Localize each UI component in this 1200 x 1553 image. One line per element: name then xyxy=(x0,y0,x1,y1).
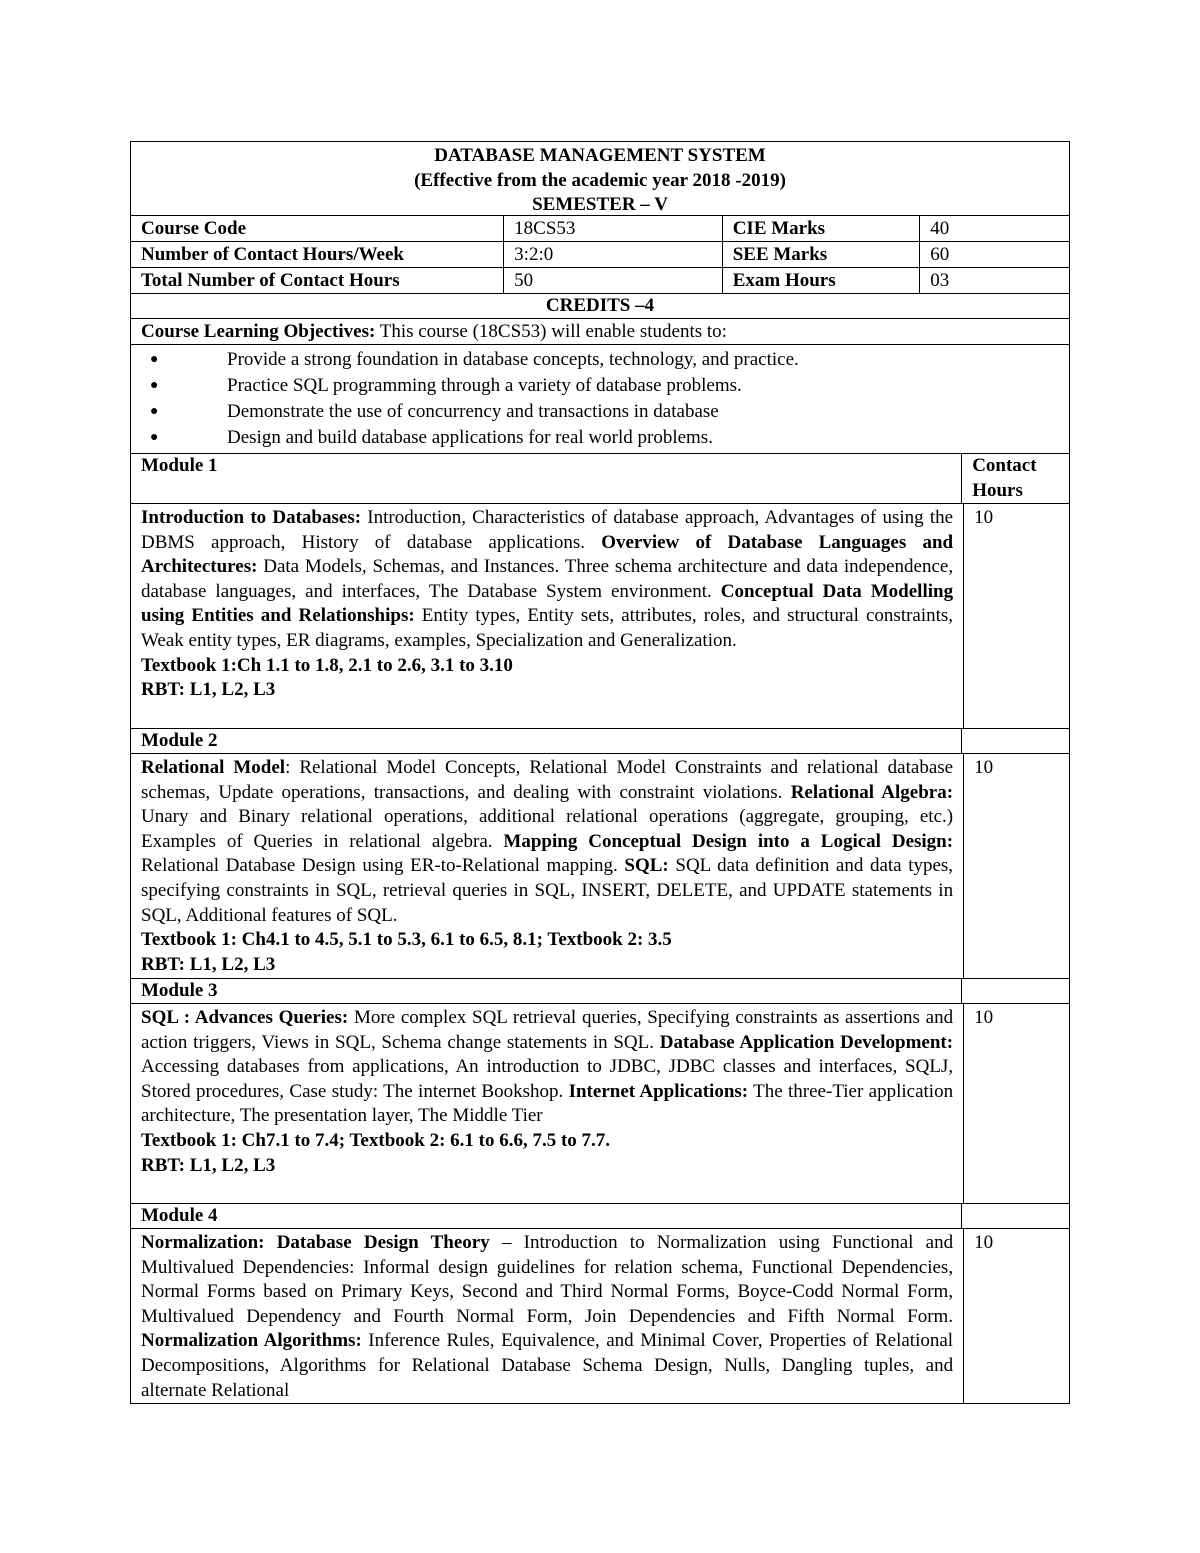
topic-heading: Relational Algebra: xyxy=(790,781,954,803)
info-value: 18CS53 xyxy=(503,216,722,241)
topic-text: – Introduction to Normalization using Functional and Multivalued Dependencies: Informal design guidelines for relation schema, Functional Dependencies, Normal Forms based on Primary Keys, Second and Third Normal Forms, Boyce-Codd Normal Form, Multivalued Dependency and Fourth Normal Form, Join Dependencies and Fifth Normal Form. xyxy=(141,1232,954,1327)
info-label: Total Number of Contact Hours xyxy=(141,270,400,291)
info-label: Course Code xyxy=(141,218,247,239)
topic-heading: Database Application Development: xyxy=(659,1031,954,1053)
syllabus-table xyxy=(130,141,1070,1404)
topic-text: Data Models, Schemas, and Instances. Three schema architecture and data independence, database languages, and interfaces, The Database System environment. xyxy=(141,556,954,602)
module-hours: 10 xyxy=(963,1004,1069,1203)
module-1-header-row xyxy=(131,453,1069,503)
module-2-body-row xyxy=(131,753,1069,978)
objectives-intro: This course (18CS53) will enable students to: xyxy=(375,321,727,342)
module-hours: 10 xyxy=(963,1229,1069,1403)
topic-heading: Normalization Algorithms: xyxy=(141,1330,362,1352)
topic-text: Introduction, Characteristics of database approach, Advantages of using the DBMS approach, History of database applications. xyxy=(141,507,954,553)
bullet-icon: ● xyxy=(150,352,159,367)
bullet-icon: ● xyxy=(150,378,159,393)
topic-text: SQL data definition and data types, specifying constraints in SQL, retrieval queries in SQL, INSERT, DELETE, and UPDATE statements in SQL, Additional features of SQL. xyxy=(141,855,954,926)
module-content xyxy=(131,1229,963,1403)
rbt-levels: RBT: L1, L2, L3 xyxy=(141,953,276,975)
info-label: Number of Contact Hours/Week xyxy=(141,244,404,265)
module-content xyxy=(131,754,963,978)
list-item xyxy=(141,425,1069,451)
module-3-body-row xyxy=(131,1003,1069,1203)
objectives-box xyxy=(131,345,1069,453)
topic-heading: SQL : Advances Queries: xyxy=(141,1007,349,1028)
semester: SEMESTER – V xyxy=(532,194,668,216)
module-content xyxy=(131,1004,963,1203)
info-value: 40 xyxy=(919,216,1069,241)
topic-text: The three-Tier application architecture, The presentation layer, The Middle Tier xyxy=(141,1080,954,1127)
topic-heading: Relational Model xyxy=(141,757,286,778)
empty-cell xyxy=(961,1204,1069,1228)
module-name: Module 4 xyxy=(141,1205,218,1226)
info-value: 3:2:0 xyxy=(503,242,722,267)
module-3-header-row xyxy=(131,978,1069,1003)
module-name: Module 1 xyxy=(141,455,218,476)
topic-text: Entity types, Entity sets, attributes, roles, and structural constraints, Weak entity types, ER diagrams, examples, Specialization and Generalization. xyxy=(141,605,954,651)
info-row-contact-hours-week xyxy=(131,241,1069,267)
topic-text: Inference Rules, Equivalence, and Minimal Cover, Properties of Relational Decompositions, Algorithms for Relational Database Schema Design, Nulls, Dangling tuples, and alternate Relational xyxy=(141,1330,954,1401)
empty-cell xyxy=(961,979,1069,1003)
credits: CREDITS –4 xyxy=(545,295,655,316)
topic-heading: Mapping Conceptual Design into a Logical Design: xyxy=(503,830,954,852)
syllabus-page xyxy=(130,141,1070,1404)
objective-text: Demonstrate the use of concurrency and transactions in database xyxy=(227,401,719,422)
objectives-heading xyxy=(131,319,1069,344)
title-block xyxy=(131,142,1069,215)
module-2-header-row xyxy=(131,728,1069,753)
topic-text: More complex SQL retrieval queries, Specifying constraints as assertions and action triggers, Views in SQL, Schema change statements in SQL. xyxy=(141,1007,954,1053)
contact-hours-header: Contact Hours xyxy=(961,454,1069,503)
info-label: CIE Marks xyxy=(722,216,920,241)
bullet-icon: ● xyxy=(150,404,159,419)
info-row-total-hours xyxy=(131,267,1069,293)
module-name: Module 2 xyxy=(141,730,218,751)
title-row xyxy=(131,142,1069,215)
rbt-levels: RBT: L1, L2, L3 xyxy=(141,1154,276,1176)
rbt-levels: RBT: L1, L2, L3 xyxy=(141,679,276,701)
academic-year: (Effective from the academic year 2018 -2019) xyxy=(414,169,786,191)
textbook-ref: Textbook 1:Ch 1.1 to 1.8, 2.1 to 2.6, 3.1 to 3.10 xyxy=(141,654,513,676)
info-value: 50 xyxy=(503,268,722,293)
topic-text: Unary and Binary relational operations, additional relational operations (aggregate, grouping, etc.) Examples of Queries in relational algebra. xyxy=(141,806,954,852)
textbook-ref: Textbook 1: Ch4.1 to 4.5, 5.1 to 5.3, 6.1 to 6.5, 8.1; Textbook 2: 3.5 xyxy=(141,929,672,951)
topic-heading: Introduction to Databases: xyxy=(141,507,362,528)
module-1-body-row xyxy=(131,503,1069,728)
textbook-ref: Textbook 1: Ch7.1 to 7.4; Textbook 2: 6.1 to 6.6, 7.5 to 7.7. xyxy=(141,1129,611,1151)
objectives-header-row xyxy=(131,318,1069,344)
empty-cell xyxy=(961,729,1069,753)
topic-heading: Overview of Database Languages and Architectures: xyxy=(141,531,954,578)
objectives-label: Course Learning Objectives: xyxy=(141,321,376,342)
objectives-list xyxy=(141,347,1069,451)
objectives-list-row xyxy=(131,344,1069,453)
bullet-icon: ● xyxy=(150,430,159,445)
topic-text: : Relational Model Concepts, Relational Model Constraints and relational database schemas, Update operations, transactions, and dealing with constraint violations. xyxy=(141,757,954,803)
info-label: Exam Hours xyxy=(722,268,920,293)
module-4-body-row xyxy=(131,1228,1069,1403)
credits-row xyxy=(131,293,1069,318)
info-label: SEE Marks xyxy=(722,242,920,267)
objective-text: Design and build database applications for real world problems. xyxy=(227,427,713,448)
module-content xyxy=(131,504,963,728)
topic-text: Relational Database Design using ER-to-Relational mapping. xyxy=(141,855,625,877)
info-value: 03 xyxy=(919,268,1069,293)
topic-heading: Internet Applications: xyxy=(568,1080,749,1102)
objective-text: Practice SQL programming through a variety of database problems. xyxy=(227,375,742,396)
list-item xyxy=(141,347,1069,373)
module-4-header-row xyxy=(131,1203,1069,1228)
course-title: DATABASE MANAGEMENT SYSTEM xyxy=(434,145,766,166)
topic-heading: Normalization: Database Design Theory xyxy=(141,1232,490,1253)
topic-heading: SQL: xyxy=(624,855,669,877)
objective-text: Provide a strong foundation in database concepts, technology, and practice. xyxy=(227,349,799,370)
list-item xyxy=(141,373,1069,399)
module-hours: 10 xyxy=(963,754,1069,978)
topic-heading: Conceptual Data Modelling using Entities and Relationships: xyxy=(141,580,954,627)
module-hours: 10 xyxy=(963,504,1069,728)
info-row-course-code xyxy=(131,215,1069,241)
module-name: Module 3 xyxy=(141,980,218,1001)
list-item xyxy=(141,399,1069,425)
topic-text: Accessing databases from applications, An introduction to JDBC, JDBC classes and interfaces, SQLJ, Stored procedures, Case study: The internet Bookshop. xyxy=(141,1056,954,1102)
info-value: 60 xyxy=(919,242,1069,267)
